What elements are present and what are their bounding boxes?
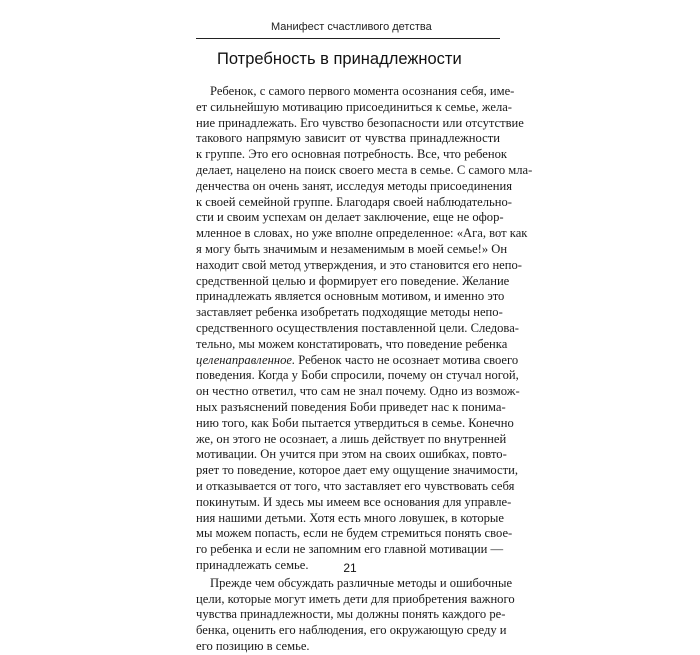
paragraph-2 [196, 575, 515, 655]
text-line: мленное в словах, но уже вполне определенное: «Ага, вот как [196, 226, 528, 241]
text-line: поведения. Когда у Боби спросили, почему он стучал ногой, [196, 368, 519, 383]
section-title: Потребность в принадлежности [217, 50, 462, 68]
text-line: мотивации. Он учится при этом на своих ошибках, повто- [196, 447, 507, 462]
text-line: к группе. Это его основная потребность. Все, что ребенок [196, 147, 507, 162]
text-line: делает, нацелено на поиск своего места в семье. С самого мла- [196, 162, 533, 177]
text-line: чувства принадлежности, мы должны понять каждого ре- [196, 607, 506, 622]
text-line: денчества он очень занят, исследуя методы присоединения [196, 178, 513, 193]
text-line: цели, которые могут иметь дети для приобретения важного [196, 591, 515, 606]
text-line: го ребенка и если не запомним его главной мотивации — [196, 542, 504, 557]
text-line: заставляет ребенка изобретать подходящие методы непо- [196, 305, 503, 320]
paragraph-1 [196, 84, 533, 574]
text-line: такового напрямую зависит от чувства принадлежности [196, 131, 500, 146]
text-line: ет сильнейшую мотивацию присоединиться к семье, жела- [196, 99, 513, 114]
text-line: ряет то поведение, которое дает ему ощущение значимости, [196, 463, 519, 478]
page-number: 21 [343, 561, 357, 575]
text-line: принадлежать семье. [196, 557, 309, 572]
text-line: и отказывается от того, что заставляет его чувствовать себя [196, 478, 515, 493]
text-line: средственной целью и формирует его поведение. Желание [196, 273, 510, 288]
text-line: мы можем попасть, если не будем стремиться понять свое- [196, 526, 513, 541]
text-line: сти и своим успехам он делает заключение, еще не офор- [196, 210, 504, 225]
text-line: он честно ответил, что сам не знал почему. Одно из возмож- [196, 384, 520, 399]
text-line: к своей семейной группе. Благодаря своей наблюдательно- [196, 194, 512, 209]
text-line: его позицию в семье. [196, 638, 310, 653]
text-line: же, он этого не осознает, а лишь действует по внутренней [196, 431, 507, 446]
text-line: я могу быть значимым и незаменимым в моей семье!» Он [196, 241, 508, 256]
text-line: ние принадлежать. Его чувство безопасности или отсутствие [196, 115, 524, 130]
text-line: принадлежать является основным мотивом, и именно это [196, 289, 505, 304]
emphasized-word: целенаправленное. [196, 352, 296, 367]
text-line: Прежде чем обсуждать различные методы и ошибочные [210, 575, 513, 590]
running-header [196, 20, 500, 39]
text-line: тельно, мы можем констатировать, что поведение ребенка [196, 336, 508, 351]
text-line: бенка, оценить его наблюдения, его окружающую среду и [196, 623, 507, 638]
text-line: средственного осуществления поставленной цели. Следова- [196, 320, 519, 335]
text-line: Ребенок, с самого первого момента осознания себя, име- [210, 84, 515, 98]
text-line: ных разъяснений поведения Боби приведет нас к понима- [196, 399, 506, 414]
running-header-title: Манифест счастливого детства [271, 21, 432, 33]
text-line: находит свой метод утверждения, и это становится его непо- [196, 257, 522, 272]
text-line: покинутым. И здесь мы имеем все основания для управле- [196, 494, 512, 509]
text-line: целенаправленное. Ребенок часто не осознает мотива своего [196, 352, 519, 367]
text-line: ния нашими детьми. Хотя есть много ловушек, в которые [196, 510, 504, 525]
text-line: нию того, как Боби пытается утвердиться в семье. Конечно [196, 415, 514, 430]
